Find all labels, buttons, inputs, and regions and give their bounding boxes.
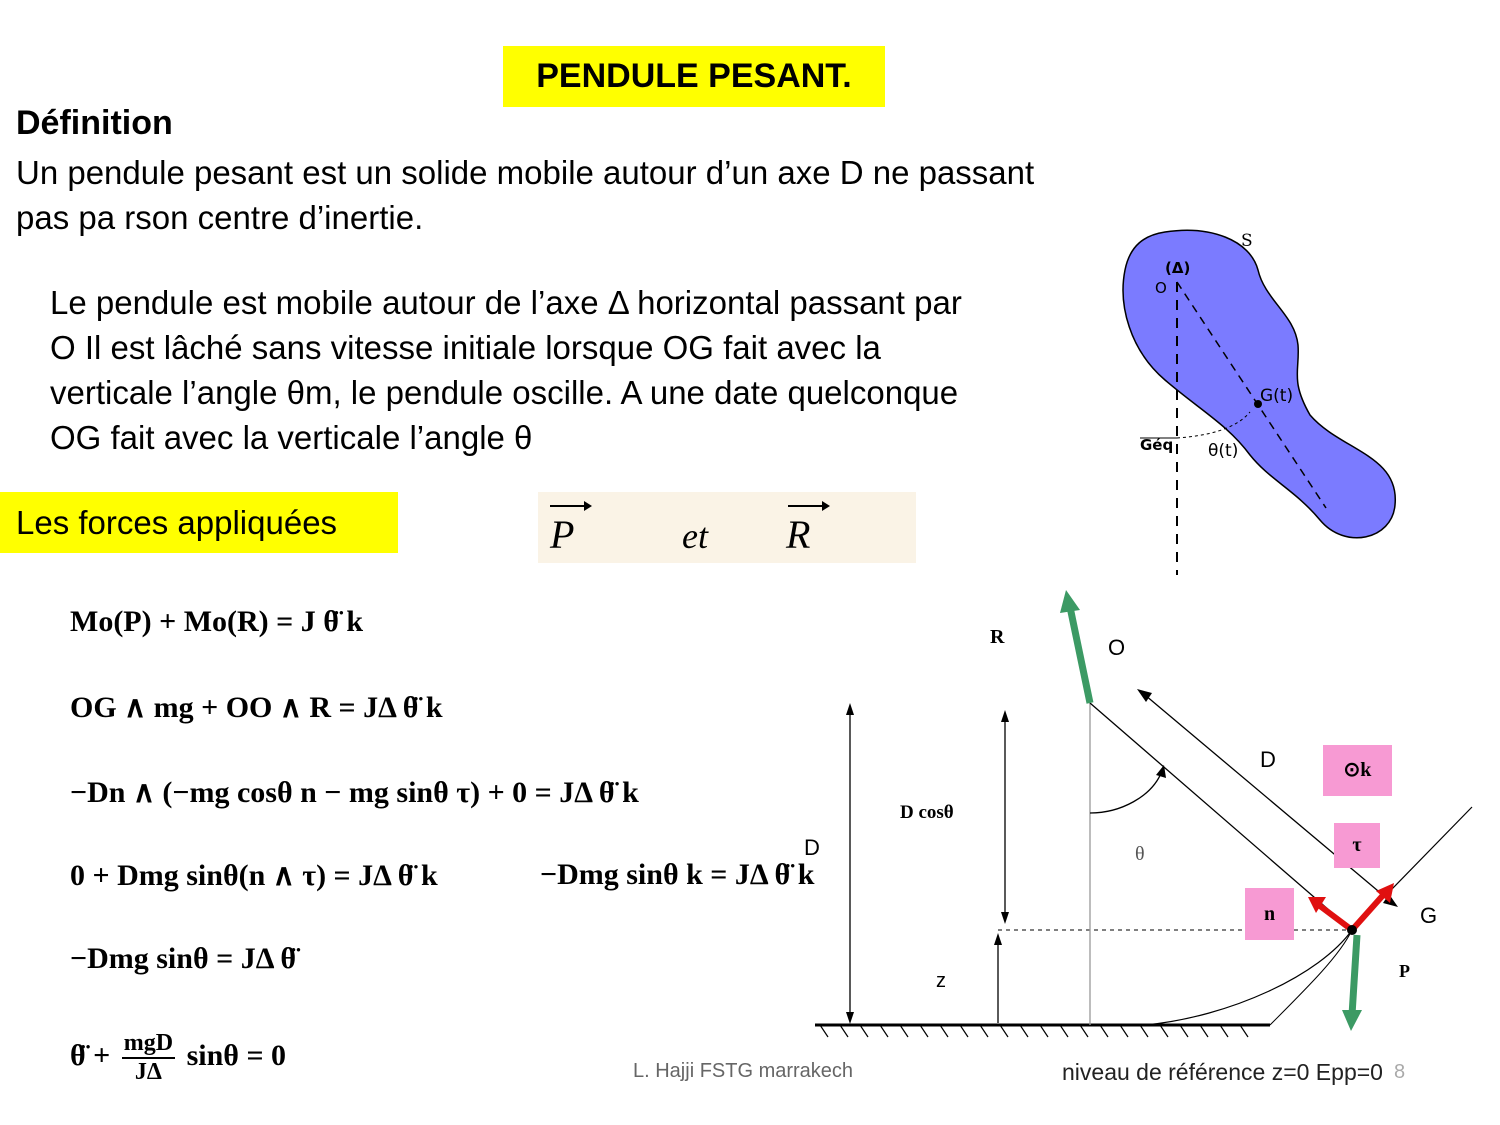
n-vector-box: n (1245, 888, 1294, 940)
equation-3: −Dn ∧ (−mg cosθ n − mg sinθ τ) + 0 = JΔ θ̈ k (70, 776, 639, 809)
label-o: O (1108, 635, 1126, 660)
label-theta-t: θ(t) (1208, 441, 1239, 461)
vector-r: R (786, 512, 811, 557)
label-z: z (936, 970, 946, 992)
theta-arc (1090, 771, 1162, 813)
definition-line-1: Un pendule pesant est un solide mobile autour d’un axe D ne passant (16, 154, 1035, 191)
label-g: G(t) (1260, 386, 1294, 406)
description-line-1: Le pendule est mobile autour de l’axe Δ horizontal passant par (50, 284, 962, 321)
label-s: S (1241, 231, 1253, 251)
equation-4b: −Dmg sinθ k = JΔ θ̈ k (540, 858, 815, 891)
label-theta: θ (1135, 843, 1145, 865)
description-text (50, 280, 1100, 460)
forces-vectors-box (538, 492, 916, 563)
equation-6-fraction (122, 1030, 175, 1086)
definition-heading: Définition (16, 104, 173, 142)
solid-body (1123, 230, 1395, 537)
force-diagram (800, 585, 1490, 1055)
label-geq: Géq (1140, 436, 1174, 454)
k-vector-box: ⊙k (1323, 745, 1392, 796)
page-number: 8 (1394, 1061, 1406, 1083)
definition-line-2: pas pa rson centre d’inertie. (16, 199, 424, 236)
reference-level: niveau de référence z=0 Epp=0 (1062, 1059, 1383, 1085)
description-line-3: verticale l’angle θm, le pendule oscille. A une date quelconque (50, 374, 959, 411)
vector-p: P (550, 512, 575, 557)
footer-author: L. Hajji FSTG marrakech (633, 1060, 854, 1082)
label-d-diag: D (1260, 747, 1276, 772)
description-line-2: O Il est lâché sans vitesse initiale lorsque OG fait avec la (50, 329, 881, 366)
d-length-arrow (1145, 695, 1390, 901)
trajectory-curve (1145, 930, 1352, 1025)
label-p: P (1399, 961, 1410, 981)
n-vector (1316, 903, 1352, 930)
equation-6-theta: θ̈ + (70, 1038, 111, 1072)
label-dcos: D cosθ (900, 802, 954, 823)
equation-6-numerator: mgD (122, 1030, 175, 1059)
description-line-4: OG fait avec la verticale l’angle θ (50, 419, 533, 456)
label-axis-delta: (Δ) (1165, 259, 1191, 277)
conjunction-et: et (682, 516, 708, 556)
equation-6-rest: sinθ = 0 (186, 1038, 287, 1072)
definition-text (16, 150, 1196, 240)
pendulum-figure (1110, 220, 1410, 580)
tau-vector-box: τ (1334, 823, 1380, 868)
forces-label: Les forces appliquées (0, 492, 398, 553)
label-o: O (1155, 279, 1167, 297)
forces-vectors (538, 492, 916, 563)
ground-hatch (820, 1025, 1248, 1037)
label-r: R (990, 626, 1005, 648)
tau-vector (1352, 893, 1385, 930)
g-point (1347, 925, 1357, 935)
label-g: G (1420, 903, 1438, 928)
og-line (1090, 703, 1352, 930)
equation-2: OG ∧ mg + OO ∧ R = JΔ θ̈ k (70, 691, 443, 724)
equation-6-denominator: JΔ (134, 1059, 162, 1085)
equation-6 (70, 1030, 286, 1086)
p-vector (1352, 935, 1357, 1015)
label-d-left: D (804, 835, 820, 860)
r-vector (1070, 607, 1090, 703)
equation-1: Mo(P) + Mo(R) = J θ̈ k (70, 605, 364, 638)
page-title: PENDULE PESANT. (503, 46, 885, 107)
equation-4: 0 + Dmg sinθ(n ∧ τ) = JΔ θ̈ k (70, 859, 438, 892)
equation-5: −Dmg sinθ = JΔ θ̈ (70, 942, 297, 975)
